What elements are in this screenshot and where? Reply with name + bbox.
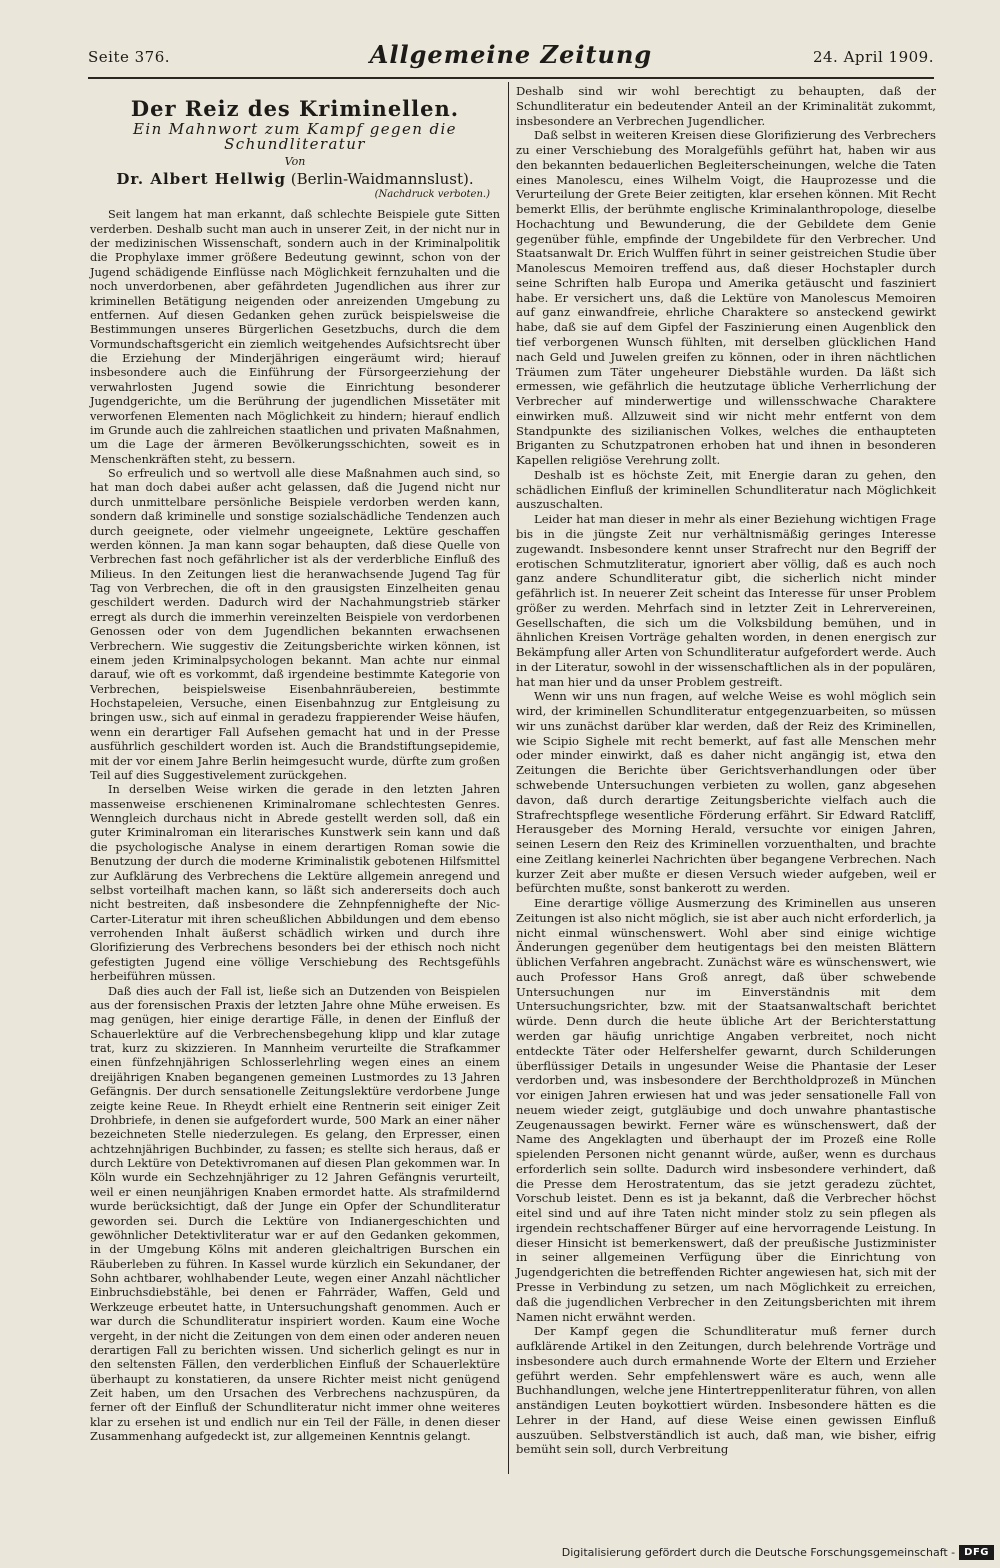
article-subtitle: Ein Mahnwort zum Kampf gegen die Schundliteratur	[133, 120, 457, 153]
paragraph: Deshalb ist es höchste Zeit, mit Energie daran zu gehen, den schädlichen Einfluß der kriminellen Schundliteratur nach Möglichkeit auszuschalten.	[516, 467, 936, 512]
paragraph: Daß dies auch der Fall ist, ließe sich an Dutzenden von Beispielen aus der forensischen Praxis der letzten Jahre ohne Mühe erweisen. Es mag genügen, hier einige derartige Fälle, in denen der Einfluß der Schauerlektüre auf die Verbrechensbegehung klipp und klar zutage trat, kurz zu skizzieren. In Mannheim verurteilte die Strafkammer einen fünfzehnjährigen Schlosserlehrling wegen eines an einem dreijährigen Knaben begangenen gemeinen Lustmordes zu 13 Jahren Gefängnis. Der durch sensationelle Zeitungslektüre verdorbene Junge zeigte keine Reue. In Rheydt erhielt eine Rentnerin seit einiger Zeit Drohbriefe, in denen sie aufgefordert wurde, 500 Mark an einer näher bezeichneten Stelle niederzulegen. Es gelang, den Erpresser, einen achtzehnjährigen Buchbinder, zu fassen; es stellte sich heraus, daß er durch Lektüre von Detektivromanen auf diesen Plan gekommen war. In Köln wurde ein Sechzehnjähriger zu 12 Jahren Gefängnis verurteilt, weil er einen neunjährigen Knaben ermordet hatte. Als strafmildernd wurde berücksichtigt, daß der Junge ein Opfer der Schundliteratur geworden sei. Durch die Lektüre von Indianergeschichten und gewöhnlicher Detektivliteratur war er auf den Gedanken gekommen, in der Umgebung Kölns mit anderen gleichaltrigen Burschen ein Räuberleben zu führen. In Kassel wurde kürzlich ein Sekundaner, der Sohn achtbarer, wohlhabender Leute, wegen einer Anzahl nächtlicher Einbruchsdiebstähle, bei denen er Fahrräder, Waffen, Geld und Werkzeuge erbeutet hatte, in Untersuchungshaft genommen. Auch er war durch die Schundliteratur inspiriert worden. Kaum eine Woche vergeht, in der nicht die Zeitungen von dem einen oder anderen neuen derartigen Fall zu berichten wissen. Und sicherlich gelingt es nur in den seltensten Fällen, den verderblichen Einfluß der Schauerlektüre überhaupt zu konstatieren, da unsere Richter meist nicht genügend Zeit haben, um den Ursachen des Verbrechens nachzuspüren, da ferner oft der Einfluß der Schundliteratur nicht immer ohne weiteres klar zu ersehen ist und endlich nur ein Teil der Fälle, in denen dieser Zusammenhang aufgedeckt ist, zur allgemeinen Kenntnis gelangt.	[90, 984, 501, 1444]
column-rule	[508, 82, 509, 1474]
left-column	[90, 88, 500, 1445]
paragraph: Der Kampf gegen die Schundliteratur muß ferner durch aufklärende Artikel in den Zeitungen, durch belehrende Vorträge und insbesondere auch durch ermahnende Worte der Eltern und Erzieher geführt werden. Sehr empfehlenswert wäre es auch, wenn alle Buchhandlungen, welche jene Hintertreppenliteratur führen, von allen anständigen Leuten boykottiert würden. Insbesondere hätten es die Lehrer in der Hand, auf diese Weise einen gewissen Einfluß auszuüben. Selbstverständlich ist auch, daß man, wie bisher, eifrig bemüht sein soll, durch Verbreitung	[516, 1324, 936, 1457]
paragraph: Leider hat man dieser in mehr als einer Beziehung wichtigen Frage bis in die jüngste Zeit nur verhältnismäßig geringes Interesse zugewandt. Insbesondere kennt unser Strafrecht nur den Begriff der erotischen Schmutzliteratur, ignoriert aber völlig, daß es auch noch ganz andere Schundliteratur gibt, die sicherlich nicht minder gefährlich ist. In neuerer Zeit scheint das Interesse für unser Problem größer zu werden. Mehrfach sind in letzter Zeit in Lehrervereinen, Gesellschaften, die sich um die Volksbildung bemühen, und in ähnlichen Kreisen Vorträge gehalten worden, in denen energisch zur Bekämpfung aller Arten von Schundliteratur aufgefordert werde. Auch in der Literatur, sowohl in der wissenschaftlichen als in der populären, hat man hier und da unser Problem gestreift.	[516, 512, 936, 689]
right-column	[516, 84, 936, 1457]
paragraph: Daß selbst in weiteren Kreisen diese Glorifizierung des Verbrechers zu einer Verschiebung des Moralgefühls geführt hat, haben wir aus den bekannten bedauerlichen Begleiterscheinungen, welche die Taten eines Manolescu, eines Wilhelm Voigt, die Hauprozesse und die Verurteilung der Grete Beier zeitigten, klar ersehen können. Mit Recht bemerkt Ellis, der berühmte englische Kriminalanthropologe, dieselbe Hochachtung und Bewunderung, die der Gebildete dem Genie gegenüber fühle, empfinde der Ungebildete für den Verbrecher. Und Staatsanwalt Dr. Erich Wulffen führt in seiner geistreichen Studie über Manolescus Memoiren treffend aus, daß dieser Hochstapler durch seine Schriften halb Europa und Amerika getäuscht und fasziniert habe. Er versichert uns, daß die Lektüre von Manolescus Memoiren auf ganz einwandfreie, ehrliche Charaktere so ansteckend gewirkt habe, daß sie auf dem Gipfel der Faszinierung einen Augenblick den tief verborgenen Wunsch fühlten, mit derselben glücklichen Hand nach Geld und Juwelen greifen zu können, oder in ihren nächtlichen Träumen zum Täter ungeheurer Diebstähle wurden. Da läßt sich ermessen, wie gefährlich die heutzutage übliche Verherrlichung der Verbrecher auf minderwertige und willensschwache Charaktere einwirken muß. Allzuweit sind wir nicht mehr entfernt von dem Standpunkte des sizilianischen Volkes, welches die enthaupteten Briganten zu Schutzpatronen erhoben hat und ihnen in besonderen Kapellen religiöse Verehrung zollt.	[516, 128, 936, 468]
paragraph: Wenn wir uns nun fragen, auf welche Weise es wohl möglich sein wird, der kriminellen Schundliteratur entgegenzuarbeiten, so müssen wir uns zunächst darüber klar werden, daß der Reiz des Kriminellen, wie Scipio Sighele mit recht bemerkt, auf fast alle Menschen mehr oder minder einwirkt, daß es daher nicht angängig ist, etwa den Zeitungen die Berichte über Gerichtsverhandlungen oder über schwebende Untersuchungen verbieten zu wollen, ganz abgesehen davon, daß durch derartige Zeitungsberichte vielfach auch die Strafrechtspflege wesentliche Förderung erfährt. Sir Edward Ratcliff, Herausgeber des Morning Herald, versuchte vor einigen Jahren, seinen Lesern den Reiz des Kriminellen vorzuenthalten, und brachte eine Zeitlang keinerlei Nachrichten über begangene Verbrechen. Nach kurzer Zeit aber mußte er diesen Versuch wieder aufgeben, weil er befürchten mußte, sonst bankerott zu werden.	[516, 689, 936, 896]
paragraph: Eine derartige völlige Ausmerzung des Kriminellen aus unseren Zeitungen ist also nicht möglich, sie ist aber auch nicht erforderlich, ja nicht einmal wünschenswert. Wohl aber sind einige wichtige Änderungen gegenüber dem heutigentags bei den meisten Blättern üblichen Verfahren angebracht. Zunächst wäre es wünschenswert, wie auch Professor Hans Groß anregt, daß über schwebende Untersuchungen nur im Einverständnis mit dem Untersuchungsrichter, bzw. mit der Staatsanwaltschaft berichtet würde. Denn durch die heute übliche Art der Berichterstattung werden gar häufig unrichtige Angaben verbreitet, noch nicht entdeckte Täter oder Helfershelfer gewarnt, durch Schilderungen überflüssiger Details in ungesunder Weise die Phantasie der Leser verdorben und, was insbesondere der Berchtholdprozeß in München vor einigen Jahren erwiesen hat und was jeder sensationelle Fall von neuem wieder zeigt, gutgläubige und doch unwahre phantastische Zeugenaussagen bewirkt. Ferner wäre es wünschenswert, daß der Name des Angeklagten und überhaupt der im Prozeß eine Rolle spielenden Personen nicht genannt würde, außer, wenn es durchaus erforderlich sein sollte. Dadurch wird insbesondere verhindert, daß die Presse dem Herostratentum, das sie jetzt geradezu züchtet, Vorschub leistet. Denn es ist ja bekannt, daß die Verbrecher höchst eitel sind und auf ihre Taten nicht minder stolz zu sein pflegen als irgendein rechtschaffener Bürger auf eine hervorragende Leistung. In dieser Hinsicht ist bemerkenswert, daß der preußische Justizminister in seiner allgemeinen Verfügung über die Einrichtung von Jugendgerichten die betreffenden Richter angewiesen hat, sich mit der Presse in Verbindung zu setzen, um nach Möglichkeit zu erreichen, daß die jugendlichen Verbrecher in den Zeitungsberichten mit ihrem Namen nicht erwähnt werden.	[516, 896, 936, 1324]
page-number: Seite 376.	[88, 48, 171, 66]
issue-date: 24. April 1909.	[812, 48, 934, 66]
article-title: Der Reiz des Kriminellen.	[130, 96, 460, 121]
footer-text: Digitalisierung gefördert durch die Deutsche Forschungsgemeinschaft -	[561, 1545, 956, 1559]
byline-von: Von	[284, 155, 306, 169]
paragraph: Seit langem hat man erkannt, daß schlechte Beispiele gute Sitten verderben. Deshalb sucht man auch in unserer Zeit, in der nicht nur in der medizinischen Wissenschaft, sondern auch in der Kriminalpolitik die Prophylaxe immer größere Bedeutung gewinnt, schon von der Jugend schädigende Einflüsse nach Möglichkeit fernzuhalten und die noch unverdorbenen, aber gefährdeten Jugendlichen aus ihrer zur kriminellen Betätigung neigenden oder anreizenden Umgebung zu entfernen. Auf diesen Gedanken gehen zurück beispielsweise die Bestimmungen unseres Bürgerlichen Gesetzbuchs, durch die dem Vormundschaftsgericht ein ziemlich weitgehendes Aufsichtsrecht über die Erziehung der Minderjährigen eingeräumt wird; hierauf insbesondere auch die Einführung der Fürsorgeerziehung der verwahrlosten Jugend sowie die Einrichtung besonderer Jugendgerichte, um die Berührung der jugendlichen Missetäter mit verworfenen Elementen nach Möglichkeit zu hindern; hierauf endlich im Grunde auch die zahlreichen staatlichen und privaten Maßnahmen, um die Lage der ärmeren Bevölkerungsschichten, soweit es in Menschenkräften steht, zu bessern.	[90, 208, 500, 466]
header-rule	[88, 77, 934, 79]
page-header	[88, 40, 934, 80]
paragraph: In derselben Weise wirken die gerade in den letzten Jahren massenweise erschienenen Kriminalromane schlechtesten Genres. Wenngleich durchaus nicht in Abrede gestellt werden soll, daß ein guter Kriminalroman ein literarisches Kunstwerk sein kann und daß die psychologische Analyse in einem derartigen Roman sowie die Benutzung der durch die moderne Kriminalistik gebotenen Hilfsmittel zur Aufklärung des Verbrechens die Lektüre allgemein anregend und selbst vorteilhaft machen kann, so läßt sich andererseits doch auch nicht bestreiten, daß insbesondere die Zehnpfennighefte der Nic-Carter-Literatur mit ihren scheußlichen Abbildungen und dem ebenso verrohenden Inhalt äußerst schädlich wirken und durch ihre Glorifizierung des Verbrechens besonders bei der ethisch noch nicht gefestigten Jugend eine völlige Verschiebung des Rechtsgefühls herbeiführen müssen.	[90, 783, 500, 984]
reprint-note: (Nachdruck verboten.)	[374, 188, 490, 200]
author-name: Dr. Albert Hellwig	[116, 169, 286, 188]
digitization-footer	[562, 1542, 994, 1562]
paragraph: Deshalb sind wir wohl berechtigt zu behaupten, daß der Schundliteratur ein bedeutender Anteil an der Kriminalität zukommt, insbesondere an Verbrechen Jugendlicher.	[516, 84, 936, 128]
dfg-logo: DFG	[959, 1545, 994, 1560]
author-place: (Berlin-Waidmannslust).	[290, 169, 474, 188]
paragraph: So erfreulich und so wertvoll alle diese Maßnahmen auch sind, so hat man doch dabei außer acht gelassen, daß die Jugend nicht nur durch unmittelbare persönliche Beispiele verdorben werden kann, sondern daß kriminelle und sonstige sozialschädliche Tendenzen auch durch geeignete, oder vielmehr ungeeignete, Lektüre geschaffen werden können. Ja man kann sogar behaupten, daß diese Quelle von Verbrechen fast noch gefährlicher ist als der verderbliche Einfluß des Milieus. In den Zeitungen liest die heranwachsende Jugend Tag für Tag von Verbrechen, die oft in den grausigsten Einzelheiten genau geschildert werden. Dadurch wird der Nachahmungstrieb stärker erregt als durch die immerhin vereinzelten Beispiele von verdorbenen Genossen oder von dem Jugendlichen bekannten erwachsenen Verbrechern. Wie suggestiv die Zeitungsberichte wirken können, ist einem jeden Kriminalpsychologen bekannt. Man achte nur einmal darauf, wie oft es vorkommt, daß irgendeine bestimmte Kategorie von Verbrechen, beispielsweise Eisenbahnräubereien, bestimmte Hochstapeleien, Versuche, einen Eisenbahnzug zur Entgleisung zu bringen usw., sich auf einmal in geradezu frappierender Weise häufen, wenn ein derartiger Fall Aufsehen gemacht hat und in der Presse ausführlich geschildert worden ist. Auch die Brandstiftungsepidemie, mit der vor einem Jahre Berlin heimgesucht wurde, dürfte zum großen Teil auf dies Suggestivelement zurückgehen.	[90, 467, 500, 782]
byline	[90, 169, 500, 188]
newspaper-title: Allgemeine Zeitung	[369, 40, 653, 69]
